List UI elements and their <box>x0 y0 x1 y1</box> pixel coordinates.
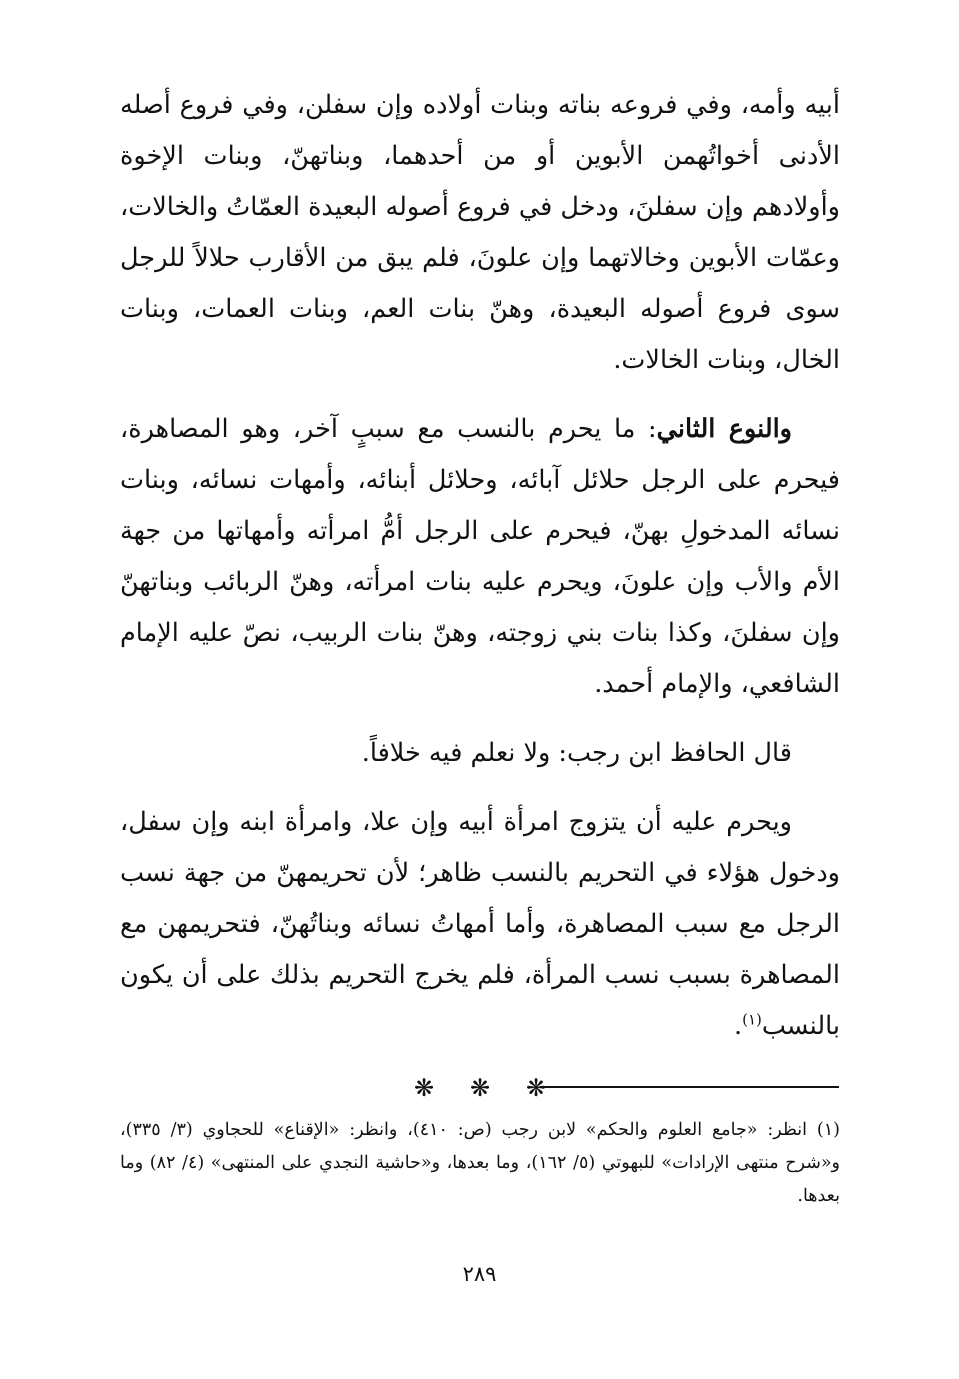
page-body <box>120 80 840 1108</box>
separator-star-icon: ❋ <box>469 1074 491 1102</box>
separator-star-icon: ❋ <box>525 1074 547 1102</box>
paragraph-4-tail: . <box>733 1011 743 1041</box>
paragraph-2-text: : ما يحرم بالنسب مع سببٍ آخر، وهو المصاهرة، فيحرم على الرجل حلائل آبائه، وحلائل أبنائه، وأمهات نسائه، وبنات نسائه المدخولِ بهنّ، فيحرم على الرجل أمُّ امرأته وأمهاتها من جهة الأم والأب وإن علونَ، ويحرم عليه بنات امرأته، وهنّ الربائب وبناتهنّ وإن سفلنَ، وكذا بنات بني زوجته، وهنّ بنات الربيب، نصّ عليه الإمام الشافعي، والإمام أحمد. <box>120 414 840 699</box>
paragraph-3-text: قال الحافظ ابن رجب: ولا نعلم فيه خلافاً. <box>361 738 792 768</box>
paragraph-4 <box>120 797 840 1052</box>
paragraph-2 <box>120 404 840 710</box>
footnote-reference-mark[interactable]: (١) <box>742 1010 762 1029</box>
paragraph-3 <box>120 728 840 779</box>
paragraph-4-text: ويحرم عليه أن يتزوج امرأة أبيه وإن علا، وامرأة ابنه وإن سفل، ودخول هؤلاء في التحريم بالنسب ظاهر؛ لأن تحريمهنّ من جهة نسب الرجل مع سبب المصاهرة، وأما أمهاتُ نسائه وبناتُهنّ، فتحريمهن مع المصاهرة بسبب نسب المرأة، فلم يخرج التحريم بذلك على أن يكون بالنسب <box>120 807 840 1041</box>
separator-star-icon: ❋ <box>413 1074 435 1102</box>
section-separator <box>120 1068 840 1108</box>
paragraph-2-lead: والنوع الثاني <box>656 414 792 444</box>
paragraph-1 <box>120 80 840 386</box>
footnote-1: (١) انظر: «جامع العلوم والحكم» لابن رجب (ص: ٤١٠)، وانظر: «الإقناع» للحجاوي (٣/ ٣٣٥)، و«شرح منتهى الإرادات» للبهوتي (٥/ ١٦٢)، وما بعدها، و«حاشية النجدي على المنتهى» (٤/ ٨٢) وما بعدها. <box>120 1120 841 1206</box>
paragraph-1-text: أبيه وأمه، وفي فروعه بناته وبنات أولاده وإن سفلن، وفي فروع أصله الأدنى أخواتُهمن الأبوين أو من أحدهما، وبناتهنّ، وبنات الإخوة وأولادهم وإن سفلنَ، ودخل في فروع أصوله البعيدة العمّاتُ والخالات، وعمّات الأبوين وخالاتهما وإن علونَ، فلم يبق من الأقارب حلالاً للرجل سوى فروع أصوله البعيدة، وهنّ بنات العم، وبنات العمات، وبنات الخال، وبنات الخالات. <box>120 90 840 375</box>
footnotes <box>120 1114 840 1213</box>
footnote-divider <box>540 1086 839 1088</box>
page-number: ٢٨٩ <box>462 1262 497 1286</box>
